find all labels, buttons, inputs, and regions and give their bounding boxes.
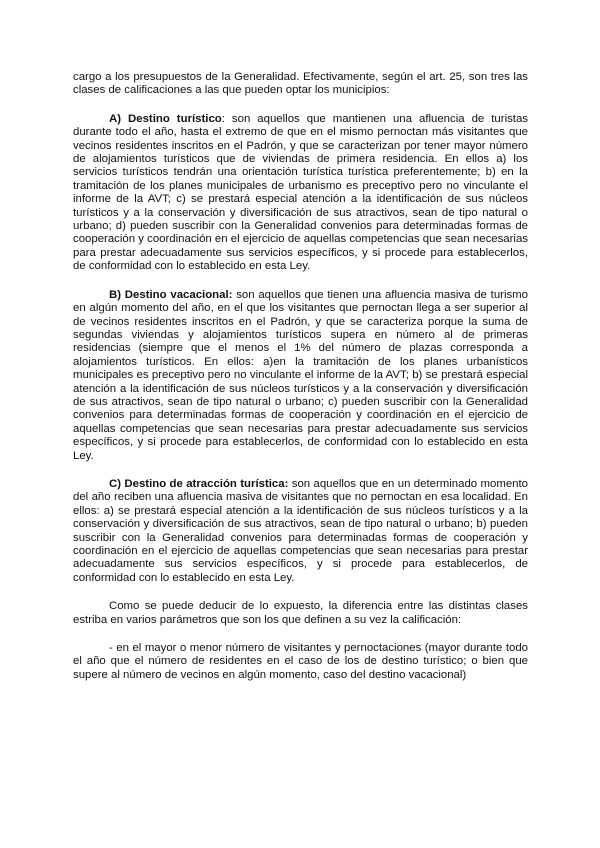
section-text: son aquellos que en un determinado momento del año reciben una afluencia masiva de visitantes que no pernoctan en esa localidad. En ellos: a) se prestará especial atención a la identificación de sus núcleos turísticos y a la conservación y diversificación de sus atractivos, sean de tipo natural o urbano; b) pueden suscribir con la Generalidad convenios para determinadas formas de cooperación y coordinación en el ejercicio de aquellas competencias que sean necesarias para prestar adecuadamente sus servicios específicos, y si procede para establecerlos, de conformidad con lo establecido en esta Ley. — [73, 477, 528, 584]
section-destino-atraccion — [73, 478, 528, 585]
section-text: son aquellos que tienen una afluencia masiva de turismo en algún momento del año, en el que los visitantes que pernoctan llega a ser superior al de vecinos residentes inscritos en el Padrón, y que se caracteriza porque la suma de segundas viviendas y alojamientos turísticos supera en número al de primeras residencias (siempre que el menos el 1% del número de plazas corresponda a alojamientos turísticos. En ellos: a)en la tramitación de los planes urbanísticos municipales es preceptivo pero no vinculante el informe de la AVT; b) se prestará especial atención a la identificación de sus núcleos turísticos y a la conservación y diversificación de sus atractivos, sean de tipo natural o urbano; c) pueden suscribir con la Generalidad convenios para determinadas formas de cooperación y coordinación en el ejercicio de aquellas competencias que sean necesarias para prestar adecuadamente sus servicios específicos, y si procede para establecerlos, de conformidad con lo establecido en esta Ley. — [73, 288, 528, 462]
section-destino-vacacional — [73, 289, 528, 463]
list-item: - en el mayor o menor número de visitantes y pernoctaciones (mayor durante todo el año que el número de residentes en el caso de los de destino turístico; o bien que supere al número de vecinos en algún momento, caso del destino vacacional) — [73, 642, 528, 681]
section-heading: A) Destino turístico — [109, 112, 222, 125]
conclusion-paragraph: Como se puede deducir de lo expuesto, la diferencia entre las distintas clases estriba en varios parámetros que son los que definen a su vez la calificación: — [73, 600, 528, 626]
intro-paragraph: cargo a los presupuestos de la Generalidad. Efectivamente, según el art. 25, son tres las clases de calificaciones a las que pueden optar los municipios: — [73, 71, 528, 97]
section-heading: B) Destino vacacional: — [109, 288, 233, 301]
section-destino-turistico — [73, 113, 528, 274]
section-heading: C) Destino de atracción turística: — [109, 477, 289, 490]
section-text: : son aquellos que mantienen una afluencia de turistas durante todo el año, hasta el extremo de que en el mismo pernoctan más visitantes que vecinos residentes inscritos en el Padrón, y que se caracterizan por tener mayor número de alojamientos turísticos que de viviendas de primera residencia. En ellos a) los servicios turísticos tendrán una orientación turística turística preferentemente; b) en la tramitación de los planes municipales de urbanismo es preceptivo pero no vinculante el informe de la AVT; c) se prestará especial atención a la identificación de sus núcleos turísticos y a la conservación y diversificación de sus atractivos, sean de tipo natural o urbano; d) pueden suscribir con la Generalidad convenios para determinadas formas de cooperación y coordinación en el ejercicio de aquellas competencias que sean necesarias para prestar adecuadamente sus servicios específicos, y si procede para establecerlos, de conformidad con lo establecido en esta Ley. — [73, 112, 528, 273]
